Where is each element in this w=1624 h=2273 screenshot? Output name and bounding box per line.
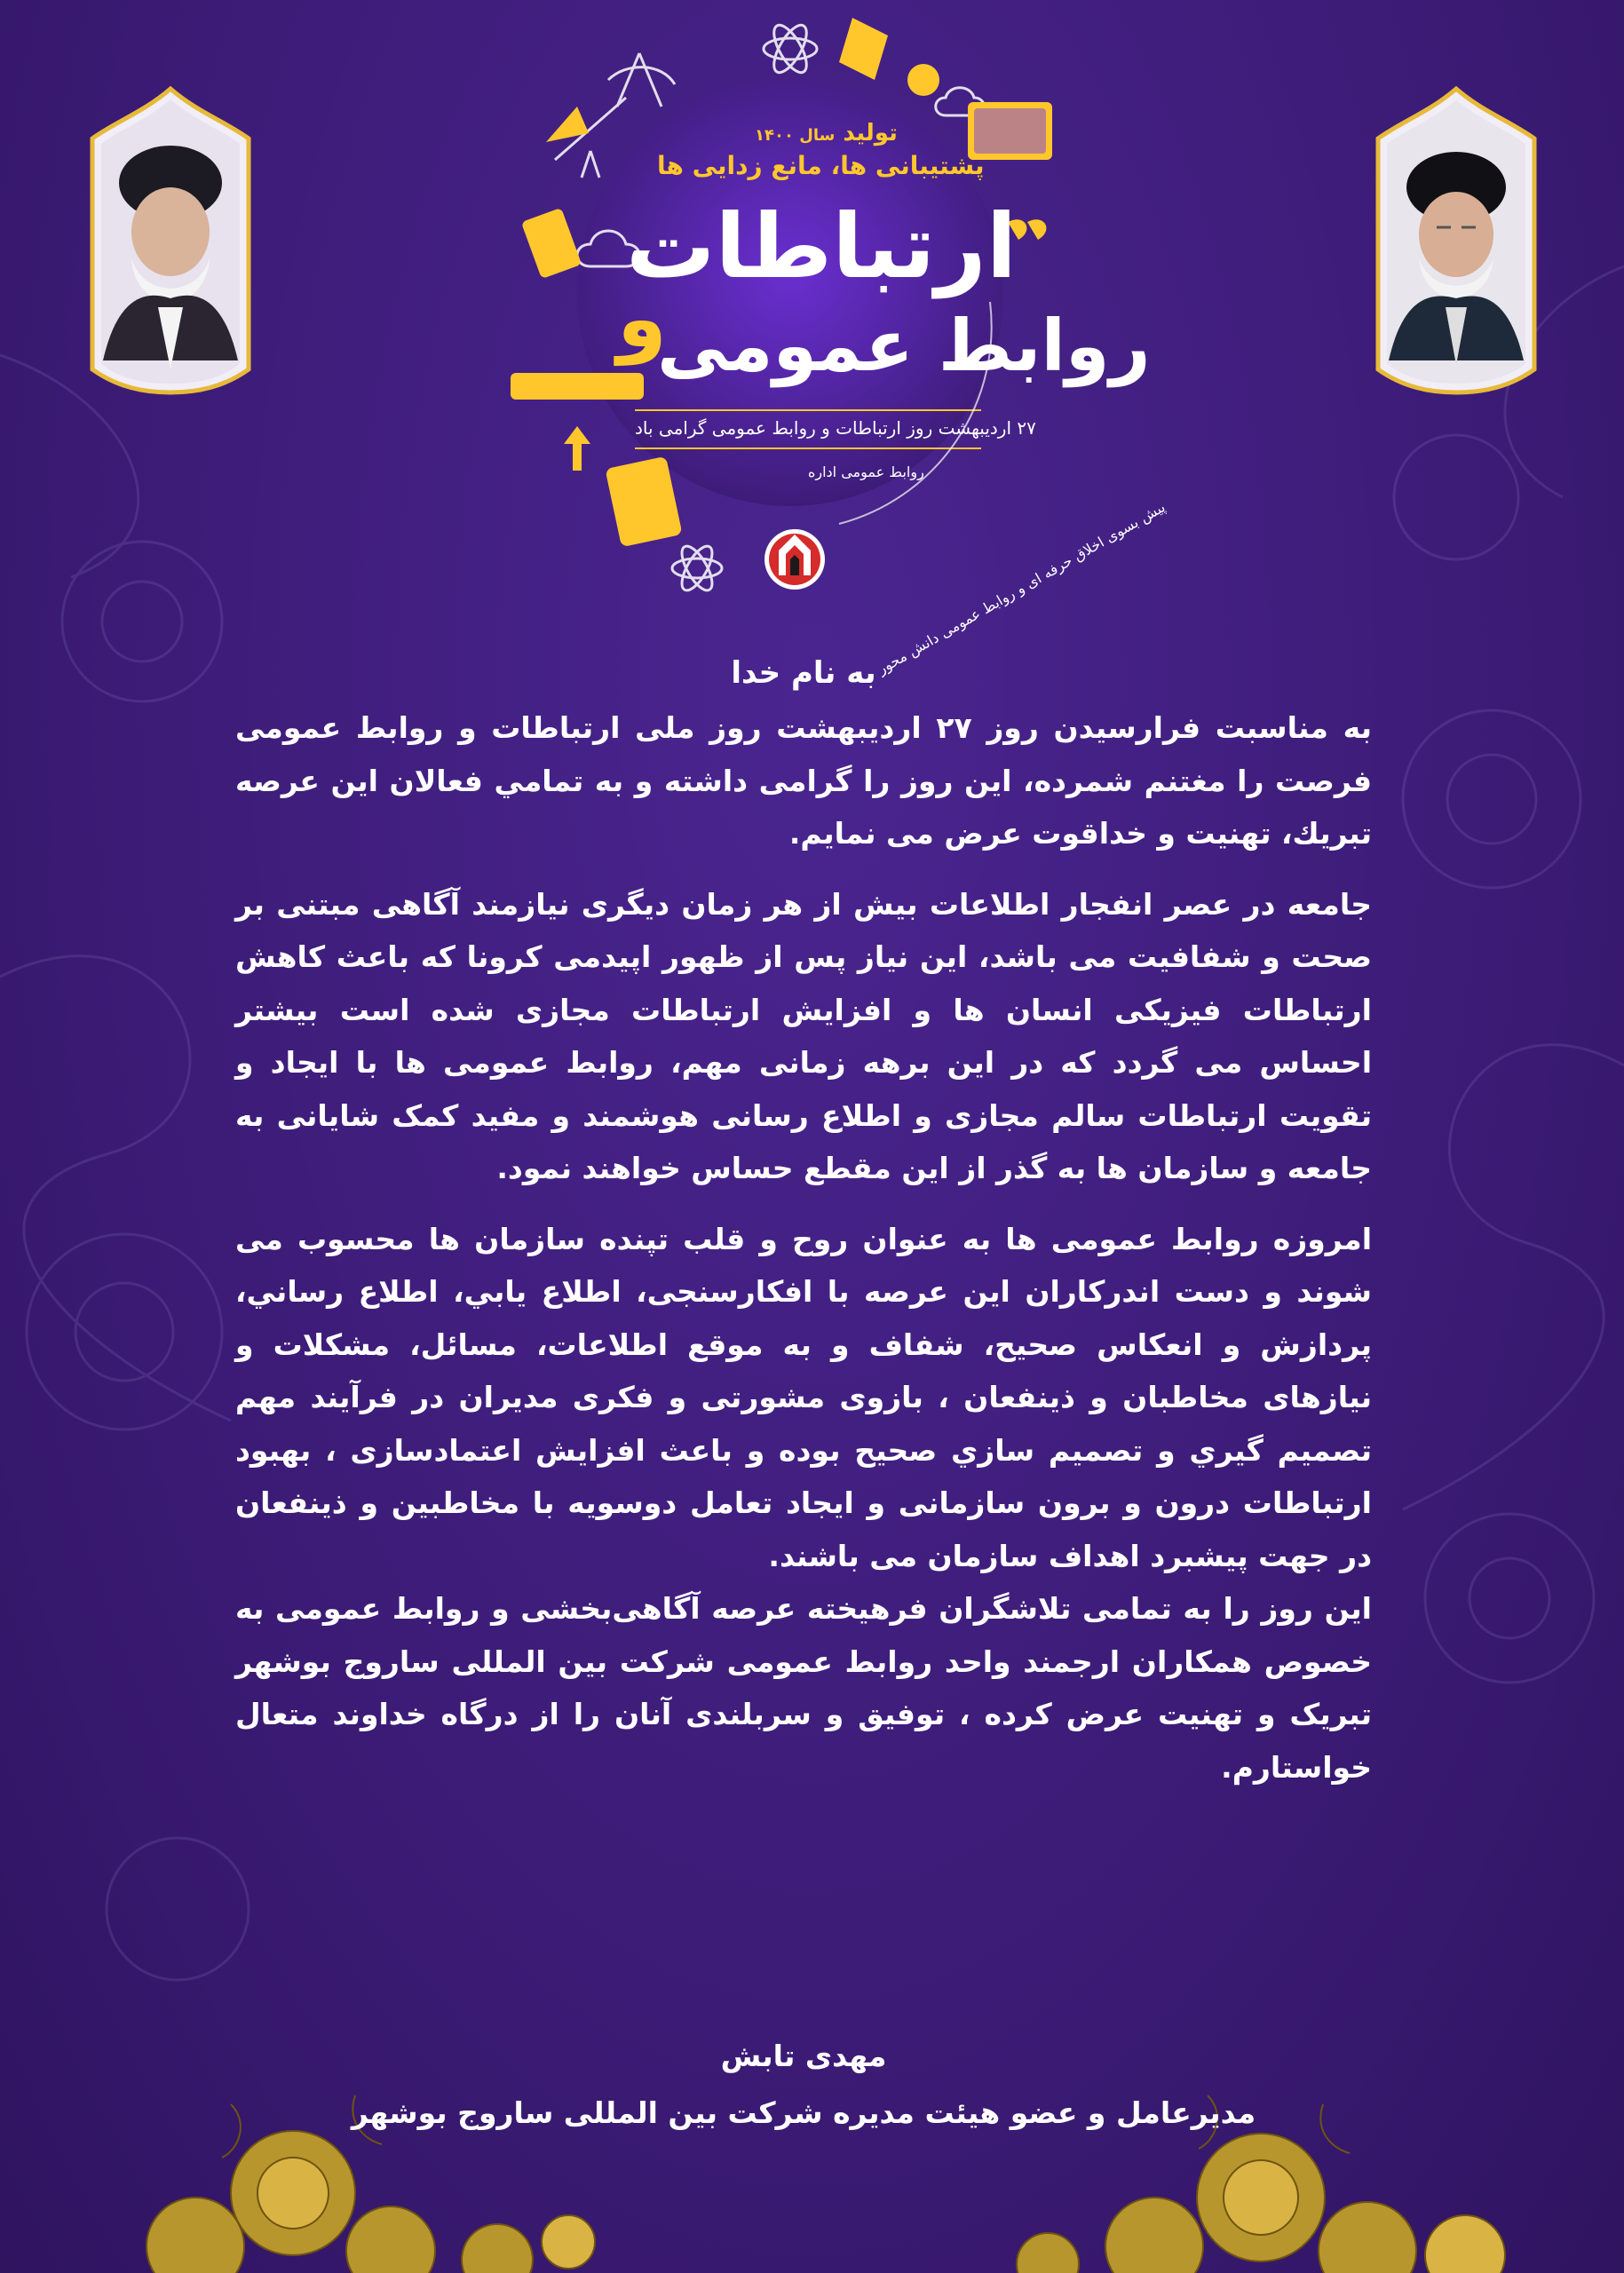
portrait-right-frame xyxy=(1367,85,1545,396)
letter-body xyxy=(235,655,1372,1794)
emblem-office-line: روابط عمومی اداره xyxy=(808,463,924,480)
emblem-title-line1: ارتباطات xyxy=(626,194,1017,298)
letter-heading: به نام خدا xyxy=(731,655,876,691)
emblem-day-line: ۲۷ اردیبهشت روز ارتباطات و روابط عمومی گرامی باد xyxy=(635,417,1036,439)
portrait-left-frame xyxy=(82,85,259,396)
letter-paragraph-1: به مناسبت فرارسیدن روز ۲۷ اردیبهشت روز ملی ارتباطات و روابط عمومی فرصت را مغتنم شمرده، این روز را گرامی داشته و به تمامي فعالان این عرصه تبریك، تهنیت و خداقوت عرض می نمایم. xyxy=(235,710,1372,851)
emblem-title-conjunction: و xyxy=(617,273,667,366)
letter-paragraph-4: این روز را به تمامی تلاشگران فرهیخته عرصه آگاهی‌بخشی و روابط عمومی به خصوص همکاران ارجمند واحد روابط عمومی شرکت بین المللی ساروج بوشهر تبریک و تهنیت عرض کرده ، توفیق و سربلندی آنان را از درگاه خداوند متعال خواستارم. xyxy=(235,1591,1372,1785)
support-slogan: پشتیبانی ها، مانع زدایی ها xyxy=(657,151,985,180)
company-logo-icon xyxy=(764,529,825,590)
signature-name: مهدی تابش xyxy=(720,2039,887,2073)
year-label: تولید سال ۱۴۰۰ xyxy=(755,120,898,147)
emblem-arc-slogan: پیش بسوی اخلاق حرفه ای و روابط عمومی دانش محور xyxy=(874,498,1168,678)
letter-paragraph-2: جامعه در عصر انفجار اطلاعات بیش از هر زمان دیگری نیازمند آگاهی مبتنی بر صحت و شفافیت می باشد، این نیاز پس از ظهور اپیدمی کرونا که باعث کاهش ارتباطات فیزیکی انسان ها و افزایش ارتباطات مجازی شده است بیشتر احساس می گردد که در این برهه زمانی مهم، روابط عمومی ها با ایجاد و تقویت ارتباطات سالم مجازی و اطلاع رسانی هوشمند و مفید کمک شایانی به جامعه و سازمان ها به گذر از این مقطع حساس خواهند نمود. xyxy=(235,886,1372,1185)
emblem-title-line2: روابط عمومی xyxy=(657,305,1151,387)
signature-title: مدیرعامل و عضو هیئت مدیره شرکت بین المللی ساروج بوشهر xyxy=(351,2095,1256,2130)
letter-paragraph-3: امروزه روابط عمومی ها به عنوان روح و قلب تپنده سازمان ها محسوب می شوند و دست اندرکاران این عرصه با افکارسنجی، اطلاع يابي، اطلاع رساني، پردازش و انعکاس صحیح، شفاف و به موقع اطلاعات، مسائل، مشکلات و نیازهای مخاطبان و ذینفعان ، بازوی مشورتی و فکری مدیران در فرآیند مهم تصمیم گيري و تصميم سازي صحیح بوده و باعث افزایش اعتمادسازی ، بهبود ارتباطات درون و برون سازمانی و ایجاد تعامل دوسویه با مخاطبین و ذینفعان در جهت پیشبرد اهداف سازمان می باشند. xyxy=(235,1221,1372,1573)
